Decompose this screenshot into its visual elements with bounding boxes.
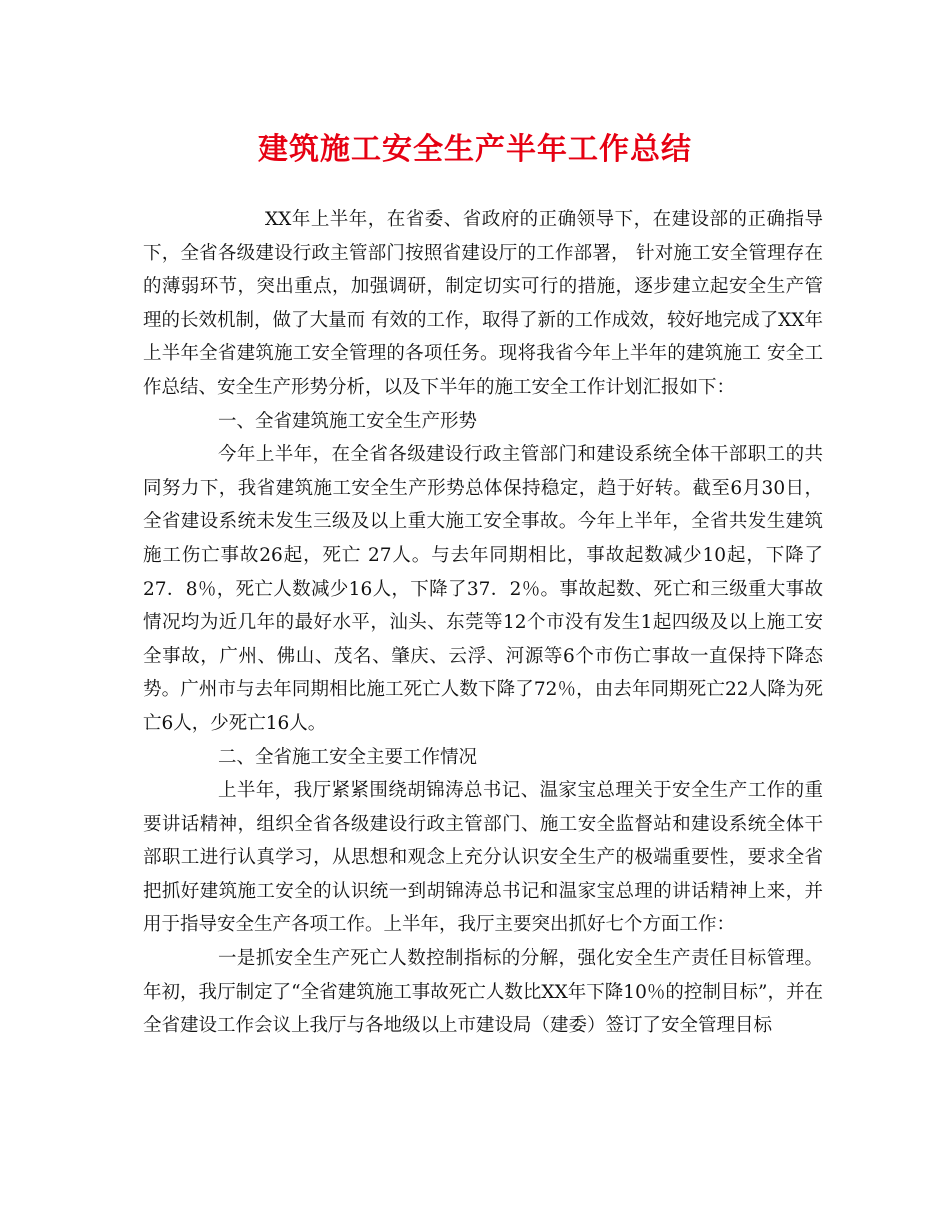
document-title: 建筑施工安全生产半年工作总结 [258,132,692,167]
paragraph-safety-situation: 今年上半年，在全省各级建设行政主管部门和建设系统全体干部职工的共同努力下，我省建筑施工安全生产形势总体保持稳定，趋于好转。截至6月30日，全省建设系统未发生三级及以上重大施工安全事故。今年上半年，全省共发生建筑施工伤亡事故26起，死亡 27人。与去年同期相比，事故起数减少10起，下降了27．8％，死亡人数减少16人，下降了37．2％。事故起数、死亡和三级重大事故情况均为近几年的最好水平，汕头、东莞等12个市没有发生1起四级及以上施工安全事故，广州、佛山、茂名、肇庆、云浮、河源等6个市伤亡事故一直保持下降态势。广州市与去年同期相比施工死亡人数下降了72％，由去年同期死亡22人降为死亡6人，少死亡16人。 [143,444,823,734]
section-heading-2: 二、全省施工安全主要工作情况 [218,746,478,768]
section-heading-1: 一、全省建筑施工安全生产形势 [218,410,478,432]
document-body [143,203,823,1043]
intro-paragraph: XX年上半年，在省委、省政府的正确领导下，在建设部的正确指导下，全省各级建设行政主管部门按照省建设厅的工作部署， 针对施工安全管理存在的薄弱环节，突出重点，加强调研，制定切实可行的措施，逐步建立起安全生产管理的长效机制，做了大量而 有效的工作，取得了新的工作成效，较好地完成了XX年上半年全省建筑施工安全管理的各项任务。现将我省今年上半年的建筑施工 安全工作总结、安全生产形势分析，以及下半年的施工安全工作计划汇报如下： [143,209,823,398]
paragraph-work-item-1: 一是抓安全生产死亡人数控制指标的分解，强化安全生产责任目标管理。年初，我厅制定了“全省建筑施工事故死亡人数比XX年下降10％的控制目标”，并在全省建设工作会议上我厅与各地级以上市建设局（建委）签订了安全管理目标 [143,948,823,1037]
paragraph-main-work: 上半年，我厅紧紧围绕胡锦涛总书记、温家宝总理关于安全生产工作的重要讲话精神，组织全省各级建设行政主管部门、施工安全监督站和建设系统全体干部职工进行认真学习，从思想和观念上充分认识安全生产的极端重要性，要求全省把抓好建筑施工安全的认识统一到胡锦涛总书记和温家宝总理的讲话精神上来，并用于指导安全生产各项工作。上半年，我厅主要突出抓好七个方面工作： [143,780,823,936]
